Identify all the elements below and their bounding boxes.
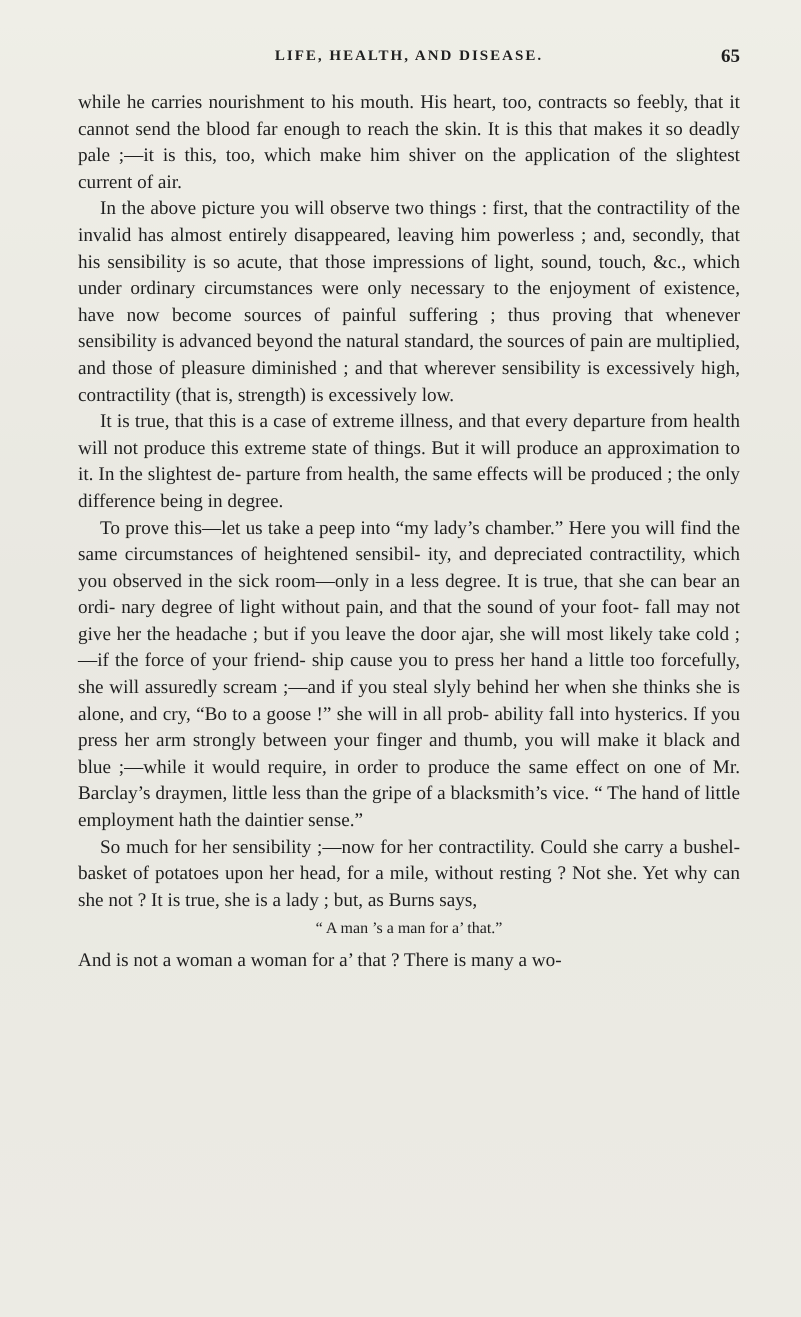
page-number: 65 [721,46,740,67]
page-header [78,48,740,72]
paragraph-5: So much for her sensibility ;—now for her contractility. Could she carry a bushel-basket of potatoes upon her head, for a mile, without resting ? Not she. Yet why can she not ? It is true, she is a lady ; but, as Burns says, [78,836,740,911]
paragraph-1: while he carries nourishment to his mouth. His heart, too, contracts so feebly, that it cannot send the blood far enough to reach the skin. It is this that makes it so deadly pale ;—it is this, too, which make him shiver on the application of the slightest current of air. [78,92,740,193]
burns-quote: “ A man ’s a man for a’ that.” [315,920,503,938]
running-head: LIFE, HEALTH, AND DISEASE. [274,48,544,64]
paragraph-4: To prove this—let us take a peep into “my lady’s chamber.” Here you will find the same circumstances of heightened sensibil- ity, and depreciated contractility, which you observed in the sick room—only in a less degree. It is true, that she can bear an ordi- nary degree of light without pain, and that the sound of your foot- fall may not give her the headache ; but if you leave the door ajar, she will most likely take cold ;—if the force of your friend- ship cause you to press her hand a little too forcefully, she will assuredly scream ;—and if you steal slyly behind her when she thinks she is alone, and cry, “Bo to a goose !” she will in all prob- ability fall into hysterics. If you press her arm strongly between your finger and thumb, you will make it black and blue ;—while it would require, in order to produce the same effect on one of Mr. Barclay’s draymen, little less than the gripe of a blacksmith’s vice. “ The hand of little employment hath the daintier sense.” [78,517,740,832]
paragraph-2: In the above picture you will observe two things : first, that the contractility of the invalid has almost entirely disappeared, leaving him powerless ; and, secondly, that his sensibility is so acute, that those impressions of light, sound, touch, &c., which under ordinary circumstances were only necessary to the enjoyment of existence, have now become sources of painful suffering ; thus proving that whenever sensibility is advanced beyond the natural standard, the sources of pain are multiplied, and those of pleasure diminished ; and that wherever sensibility is excessively high, contractility (that is, strength) is excessively low. [78,198,740,406]
paragraph-6: And is not a woman a woman for a’ that ? There is many a wo- [78,950,562,972]
page-body [78,90,740,975]
paragraph-3: It is true, that this is a case of extreme illness, and that every departure from health will not produce this extreme state of things. But it will produce an approximation to it. In the slightest de- parture from health, the same effects will be produced ; the only difference being in degree. [78,411,740,512]
